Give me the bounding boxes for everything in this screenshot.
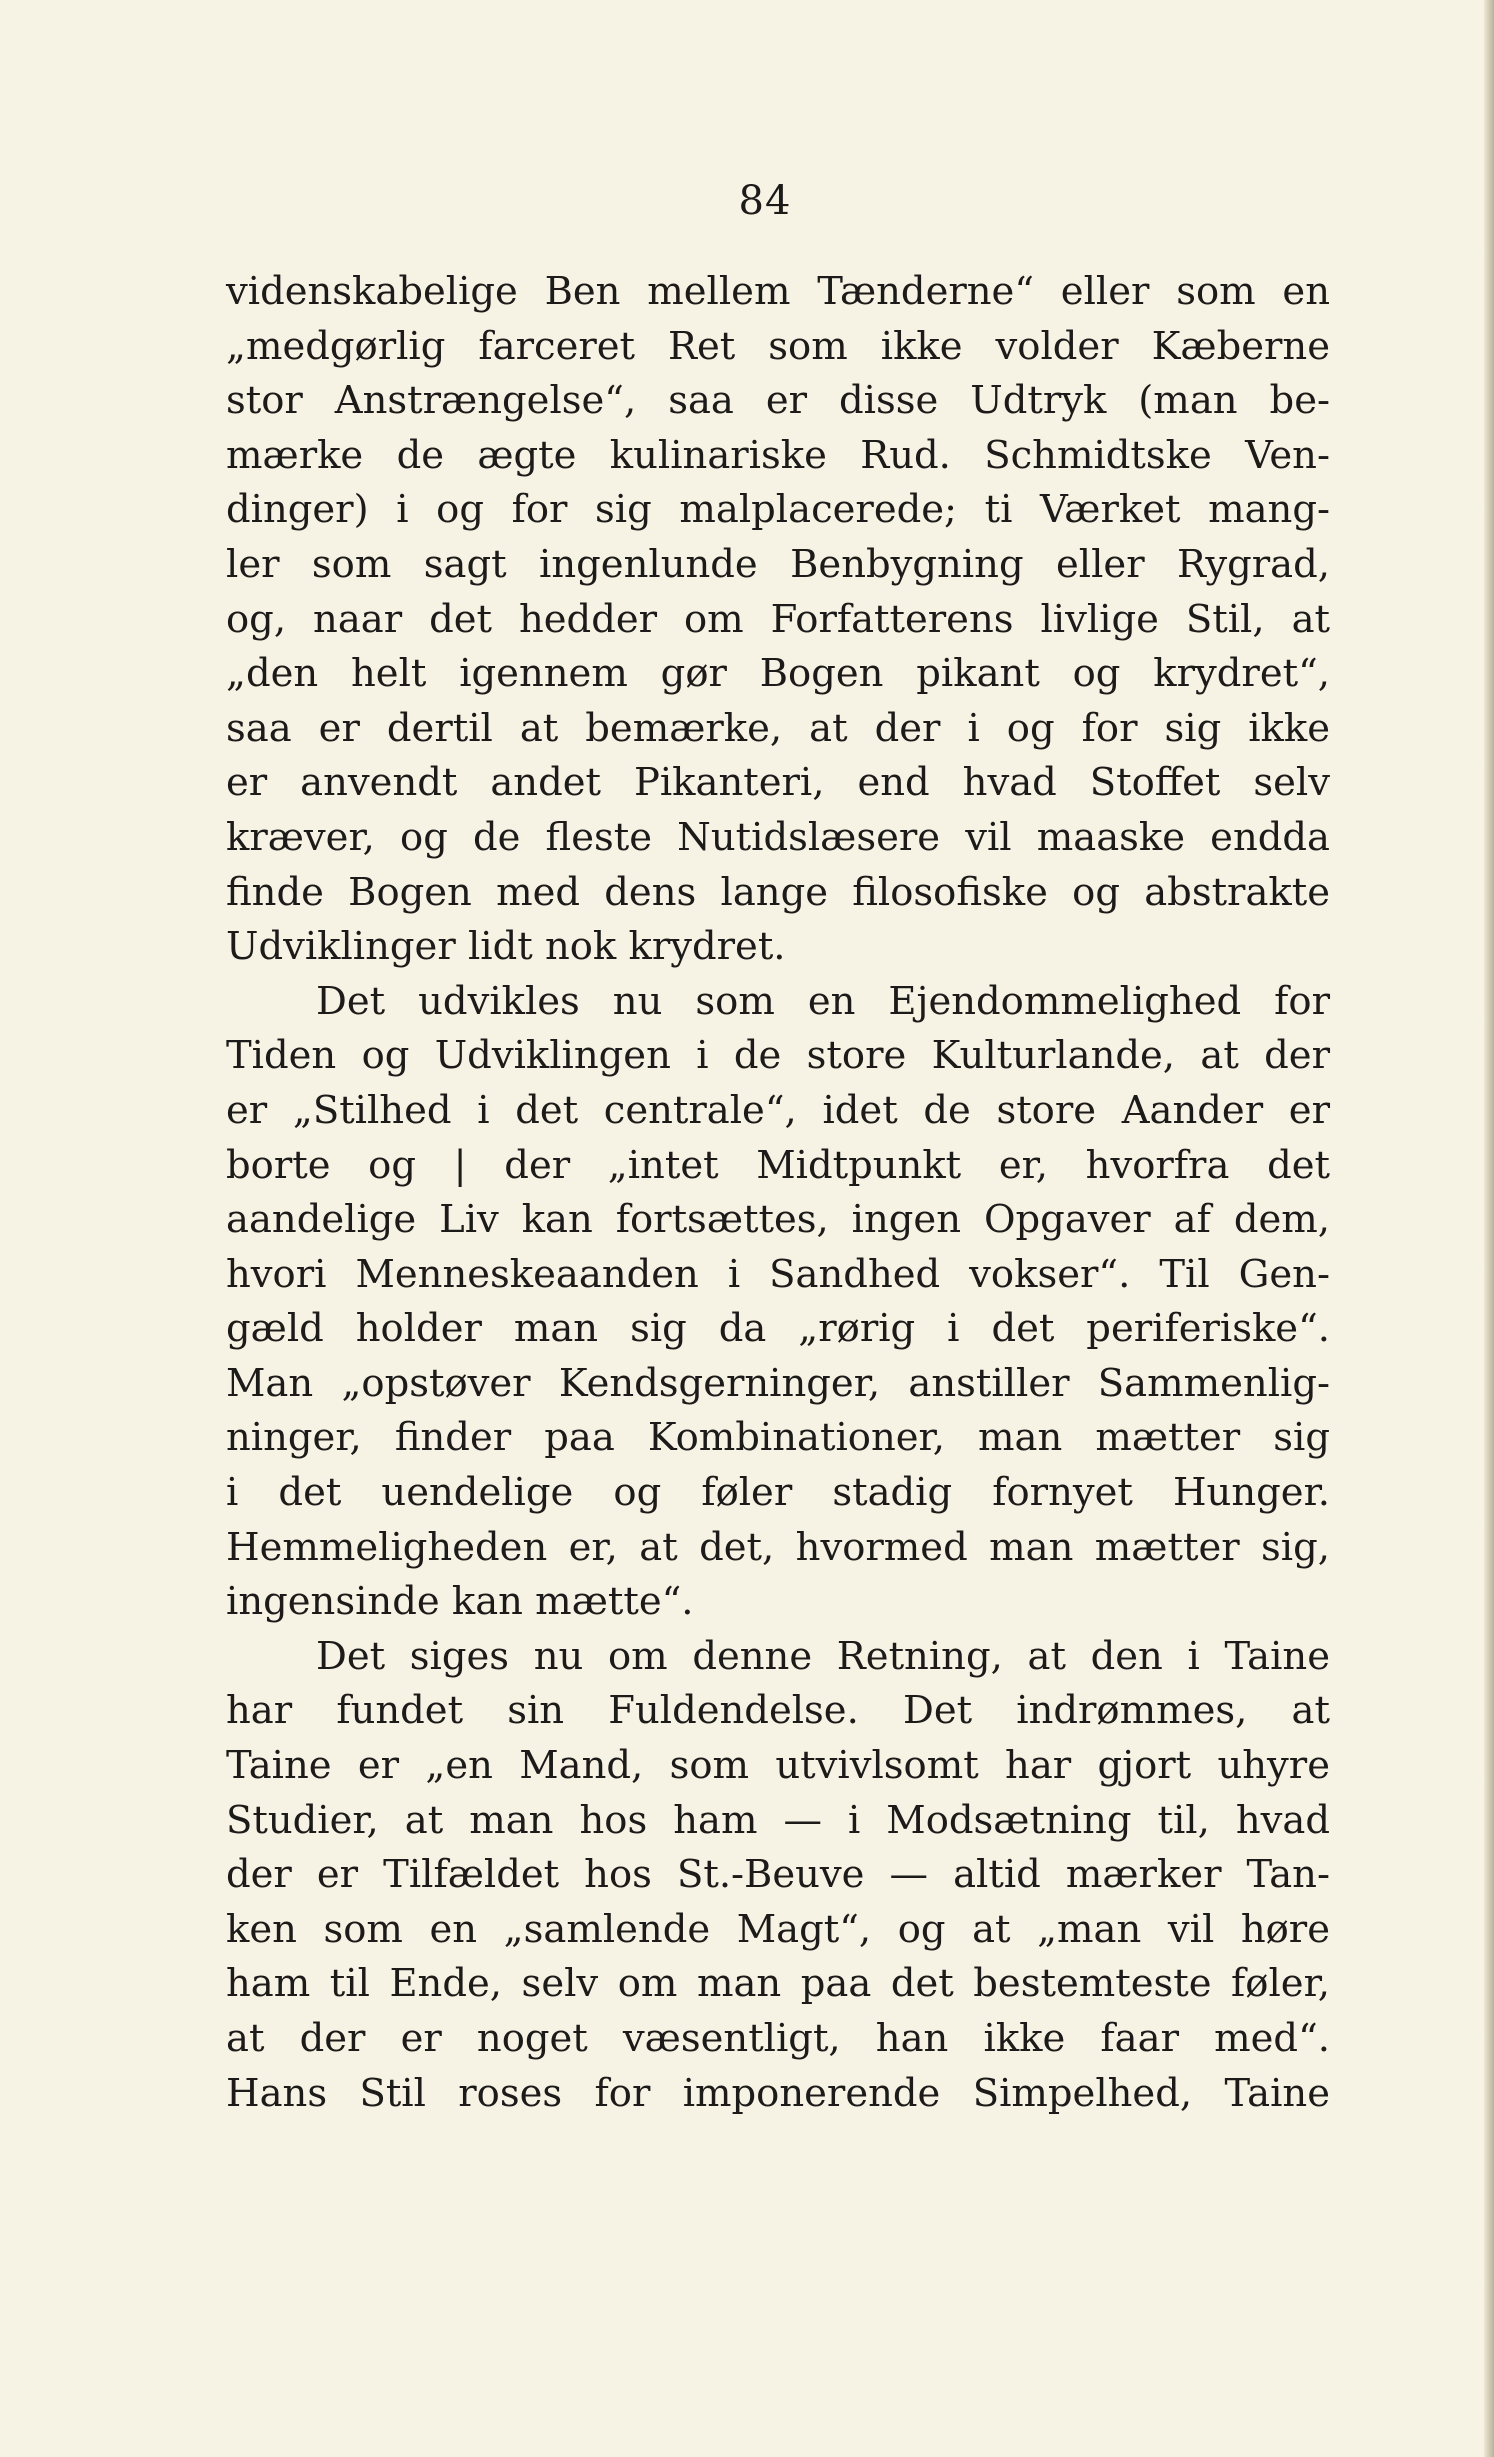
text-line: Studier, at man hos ham — i Modsætning til, hvad [226,1797,1330,1843]
text-line: Man „opstøver Kendsgerninger, anstiller Sammenlig- [226,1360,1330,1406]
text-line: er „Stilhed i det centrale“, idet de store Aander er [226,1087,1330,1133]
text-line: stor Anstrængelse“, saa er disse Udtryk (man be- [226,378,1330,424]
text-line: „den helt igennem gør Bogen pikant og krydret“, [226,651,1330,697]
text-line: har fundet sin Fuldendelse. Det indrømmes, at [226,1688,1330,1734]
text-line: ninger, finder paa Kombinationer, man mætter sig [226,1415,1330,1461]
text-line: dinger) i og for sig malplacerede; ti Værket mang- [226,487,1330,533]
text-line: saa er dertil at bemærke, at der i og for sig ikke [226,705,1330,751]
text-line: ken som en „samlende Magt“, og at „man vil høre [226,1906,1330,1952]
text-line: og, naar det hedder om Forfatterens livlige Stil, at [226,596,1330,642]
text-line: mærke de ægte kulinariske Rud. Schmidtske Ven- [226,432,1330,478]
page-edge [1484,0,1494,2457]
text-line: finde Bogen med dens lange filosofiske og abstrakte [226,869,1330,915]
text-line: Det siges nu om denne Retning, at den i Taine [316,1633,1330,1679]
text-line: ingensinde kan mætte“. [226,1579,694,1625]
text-line: Hemmeligheden er, at det, hvormed man mætter sig, [226,1524,1330,1570]
page-number: 84 [738,178,792,224]
text-line: der er Tilfældet hos St.-Beuve — altid mærker Tan- [226,1852,1330,1898]
text-line: ler som sagt ingenlunde Benbygning eller Rygrad, [226,541,1330,587]
text-line: Udviklinger lidt nok krydret. [226,924,786,970]
text-line: Det udvikles nu som en Ejendommelighed for [316,978,1330,1024]
text-line: Hans Stil roses for imponerende Simpelhed, Taine [226,2070,1330,2116]
text-line: er anvendt andet Pikanteri, end hvad Stoffet selv [226,760,1330,806]
text-line: at der er noget væsentligt, han ikke faar med“. [226,2016,1330,2061]
text-line: „medgørlig farceret Ret som ikke volder Kæberne [226,323,1330,369]
text-line: i det uendelige og føler stadig fornyet Hunger. [226,1470,1330,1516]
text-line: gæld holder man sig da „rørig i det periferiske“. [226,1306,1330,1352]
text-line: Tiden og Udviklingen i de store Kulturlande, at der [226,1033,1330,1079]
body-text [226,265,1330,2121]
text-line: aandelige Liv kan fortsættes, ingen Opgaver af dem, [226,1197,1330,1243]
text-line: Taine er „en Mand, som utvivlsomt har gjort uhyre [226,1743,1330,1789]
text-line: videnskabelige Ben mellem Tænderne“ eller som en [226,269,1330,314]
text-line: ham til Ende, selv om man paa det bestemteste føler, [226,1961,1330,2007]
text-line: kræver, og de fleste Nutidslæsere vil maaske endda [226,814,1330,860]
text-line: borte og | der „intet Midtpunkt er, hvorfra det [226,1142,1330,1188]
text-line: hvori Menneskeaanden i Sandhed vokser“. Til Gen- [226,1251,1330,1297]
